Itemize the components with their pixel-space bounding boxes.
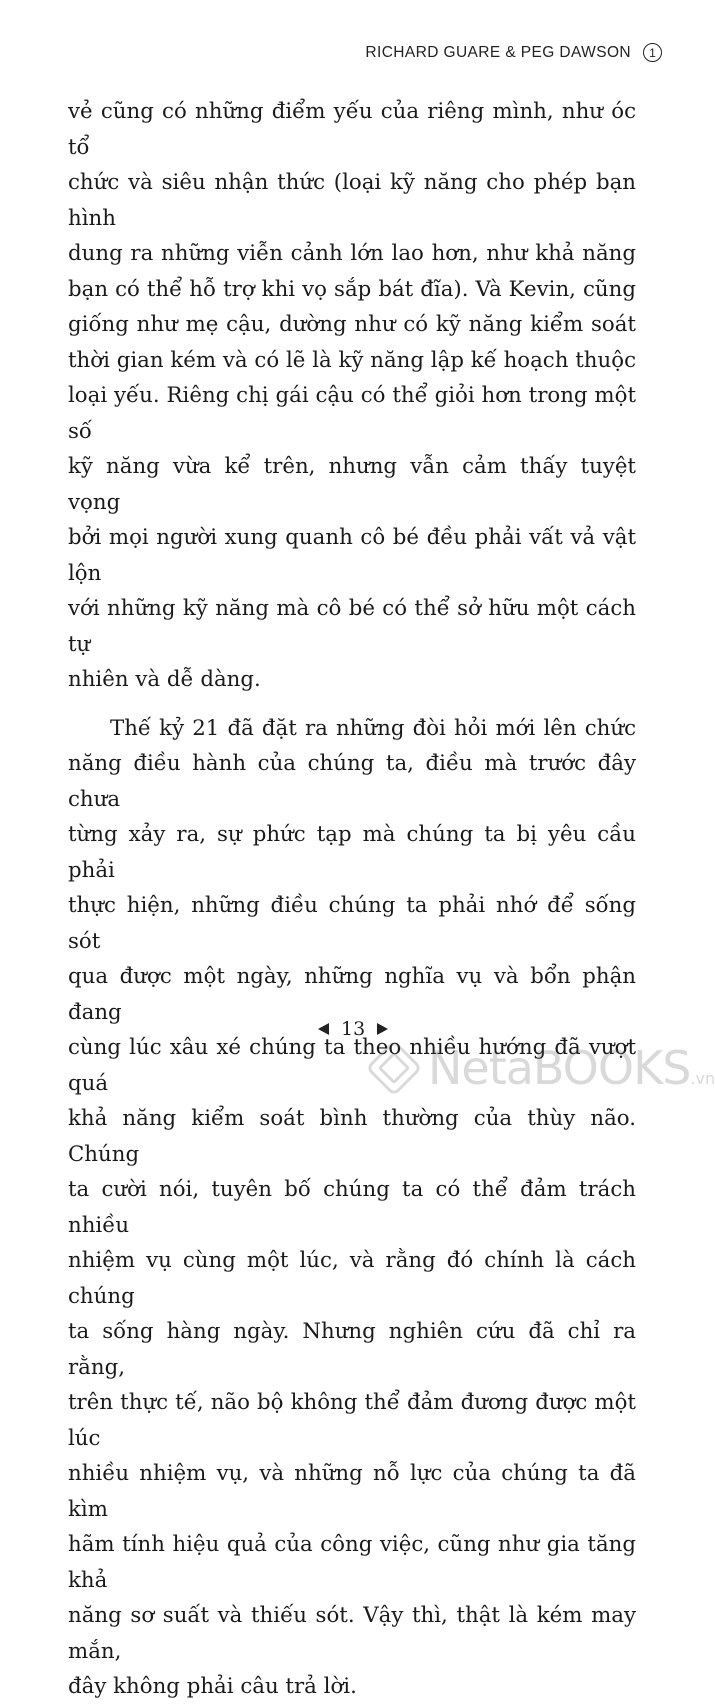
text-line: ta cười nói, tuyên bố chúng ta có thể đảm trách nhiều — [68, 1177, 636, 1238]
text-line: năng sơ suất và thiếu sót. Vậy thì, thật là kém may mắn, — [68, 1603, 636, 1664]
previous-page-arrow-icon[interactable] — [318, 1023, 329, 1035]
text-line: năng điều hành của chúng ta, điều mà trước đây chưa — [68, 751, 636, 812]
paragraph — [68, 711, 636, 1705]
chapter-number-badge: 1 — [643, 43, 662, 62]
text-line: cùng lúc xâu xé chúng ta theo nhiều hướng đã vượt quá — [68, 1035, 636, 1096]
page-number: 13 — [341, 1018, 366, 1040]
paragraph — [68, 94, 636, 698]
body-text — [68, 94, 636, 1705]
text-line: bạn có thể hỗ trợ khi vọ sắp bát đĩa). Và Kevin, cũng — [68, 276, 636, 302]
text-line: dung ra những viễn cảnh lớn lao hơn, như khả năng — [68, 241, 636, 266]
next-page-arrow-icon[interactable] — [377, 1023, 388, 1035]
text-line: vẻ cũng có những điểm yếu của riêng mình, như óc tổ — [68, 99, 636, 160]
text-line: Thế kỷ 21 đã đặt ra những đòi hỏi mới lên chức — [110, 715, 636, 741]
text-line: ta sống hàng ngày. Nhưng nghiên cứu đã chỉ ra rằng, — [68, 1319, 636, 1380]
text-line: nhiệm vụ cùng một lúc, và rằng đó chính là cách chúng — [68, 1248, 636, 1309]
page-footer — [318, 1018, 388, 1040]
running-header — [365, 43, 662, 62]
text-line: với những kỹ năng mà cô bé có thể sở hữu một cách tự — [68, 596, 636, 657]
watermark-brand: NetaBOOKS — [428, 1041, 691, 1095]
text-line: trên thực tế, não bộ không thể đảm đương được một lúc — [68, 1390, 636, 1451]
watermark — [366, 1040, 715, 1096]
text-line: từng xảy ra, sự phức tạp mà chúng ta bị yêu cầu phải — [68, 822, 636, 883]
text-line: đây không phải câu trả lời. — [68, 1674, 357, 1699]
watermark-logo-icon — [365, 1039, 422, 1096]
running-title: RICHARD GUARE & PEG DAWSON — [365, 43, 631, 61]
text-line: nhiên và dễ dàng. — [68, 667, 261, 692]
text-line: chức và siêu nhận thức (loại kỹ năng cho phép bạn hình — [68, 170, 636, 231]
text-line: thực hiện, những điều chúng ta phải nhớ để sống sót — [68, 893, 636, 954]
text-line: thời gian kém và có lẽ là kỹ năng lập kế hoạch thuộc — [68, 347, 636, 373]
text-line: bởi mọi người xung quanh cô bé đều phải vất vả vật lộn — [68, 525, 636, 586]
text-line: kỹ năng vừa kể trên, nhưng vẫn cảm thấy tuyệt vọng — [68, 454, 636, 515]
text-line: nhiều nhiệm vụ, và những nỗ lực của chúng ta đã kìm — [68, 1461, 636, 1522]
watermark-suffix: .vn — [690, 1069, 715, 1088]
text-line: qua được một ngày, những nghĩa vụ và bổn phận đang — [68, 964, 636, 1025]
text-line: loại yếu. Riêng chị gái cậu có thể giỏi hơn trong một số — [68, 383, 636, 444]
text-line: hãm tính hiệu quả của công việc, cũng như gia tăng khả — [68, 1532, 636, 1593]
text-line: giống như mẹ cậu, dường như có kỹ năng kiểm soát — [68, 312, 636, 337]
text-line: khả năng kiểm soát bình thường của thùy não. Chúng — [68, 1106, 636, 1167]
